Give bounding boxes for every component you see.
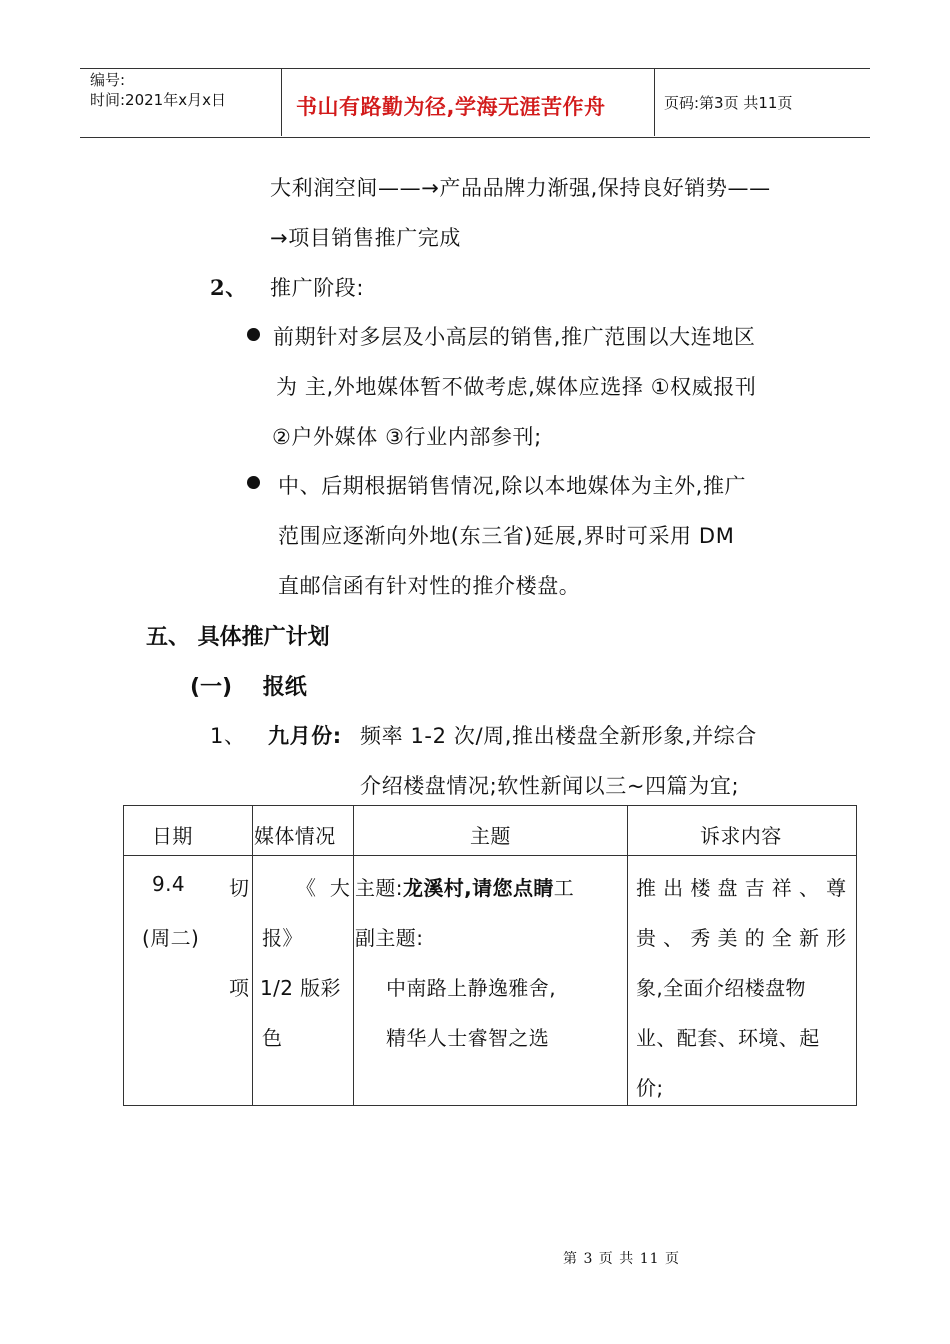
section-heading: 五、 具体推广计划 <box>146 625 330 650</box>
bullet-icon <box>247 476 260 489</box>
table-header-media: 媒体情况 <box>254 824 336 848</box>
document-number-label: 编号: <box>90 71 126 89</box>
table-cell-appeal: 贵 、 秀 美 的 全 新 形 <box>636 926 847 950</box>
bullet-2-line-1: 中、后期根据销售情况,除以本地媒体为主外,推广 <box>278 474 747 498</box>
table-border <box>123 855 857 856</box>
table-border <box>252 805 253 1105</box>
table-cell-media: 色 <box>262 1026 283 1050</box>
table-cell-date: 项 <box>229 976 250 1000</box>
stage-title: 推广阶段: <box>270 276 365 300</box>
table-header-date: 日期 <box>152 824 193 848</box>
table-cell-subtheme: 精华人士睿智之选 <box>386 1026 550 1050</box>
table-border <box>353 805 354 1105</box>
table-border <box>123 1105 857 1106</box>
header-page-info: 页码:第3页 共11页 <box>664 94 793 112</box>
table-cell-appeal: 价; <box>636 1076 664 1100</box>
table-cell-appeal: 业、配套、环境、起 <box>636 1026 820 1050</box>
table-cell-media: 报》 <box>262 926 303 950</box>
header-divider <box>654 68 655 136</box>
table-cell-appeal: 推 出 楼 盘 吉 祥 、 尊 <box>636 876 847 900</box>
table-cell-date: 9.4 <box>152 872 186 896</box>
bullet-2-line-2: 范围应逐渐向外地(东三省)延展,界时可采用 DM <box>278 524 735 548</box>
page-footer: 第 3 页 共 11 页 <box>563 1251 680 1267</box>
theme-main: 龙溪村,请您点睛 <box>402 876 554 900</box>
table-cell-media: 1/2 版彩 <box>260 976 341 1000</box>
table-cell-subtheme-label: 副主题: <box>355 926 424 950</box>
table-border <box>627 805 628 1105</box>
table-cell-subtheme: 中南路上静逸雅舍, <box>386 976 556 1000</box>
table-border <box>123 805 124 1105</box>
table-cell-theme <box>355 872 574 901</box>
bullet-1-line-1: 前期针对多层及小高层的销售,推广范围以大连地区 <box>273 325 756 349</box>
item-label: 九月份: <box>268 724 342 748</box>
item-number: 1、 <box>210 724 246 748</box>
theme-tail: 工 <box>553 876 575 900</box>
header-motto: 书山有路勤为径,学海无涯苦作舟 <box>296 95 606 119</box>
table-header-appeal: 诉求内容 <box>700 824 782 848</box>
document-time-label: 时间:2021年x月x日 <box>90 91 226 109</box>
table-cell-appeal: 象,全面介绍楼盘物 <box>636 976 806 1000</box>
header-divider <box>281 68 282 136</box>
table-cell-date: 切 <box>229 876 250 900</box>
flow-line-1: 大利润空间——→产品品牌力渐强,保持良好销势—— <box>270 176 771 200</box>
theme-label: 主题: <box>355 876 403 900</box>
stage-number: 2、 <box>210 275 247 300</box>
table-border <box>856 805 857 1105</box>
table-cell-media: 《 大 <box>296 876 351 900</box>
bullet-1-line-2: 为 主,外地媒体暂不做考虑,媒体应选择 ①权威报刊 <box>276 375 757 399</box>
item-text-line-1: 频率 1-2 次/周,推出楼盘全新形象,并综合 <box>360 724 757 748</box>
flow-line-2: →项目销售推广完成 <box>270 226 461 250</box>
bullet-2-line-3: 直邮信函有针对性的推介楼盘。 <box>278 574 581 598</box>
subsection-heading: (一) 报纸 <box>190 675 307 700</box>
table-cell-date: (周二) <box>142 926 200 950</box>
item-text-line-2: 介绍楼盘情况;软性新闻以三~四篇为宜; <box>360 774 740 798</box>
bullet-1-line-3: ②户外媒体 ③行业内部参刊; <box>272 425 542 449</box>
bullet-icon <box>247 328 260 341</box>
table-border <box>123 805 857 806</box>
table-header-theme: 主题 <box>470 824 511 848</box>
